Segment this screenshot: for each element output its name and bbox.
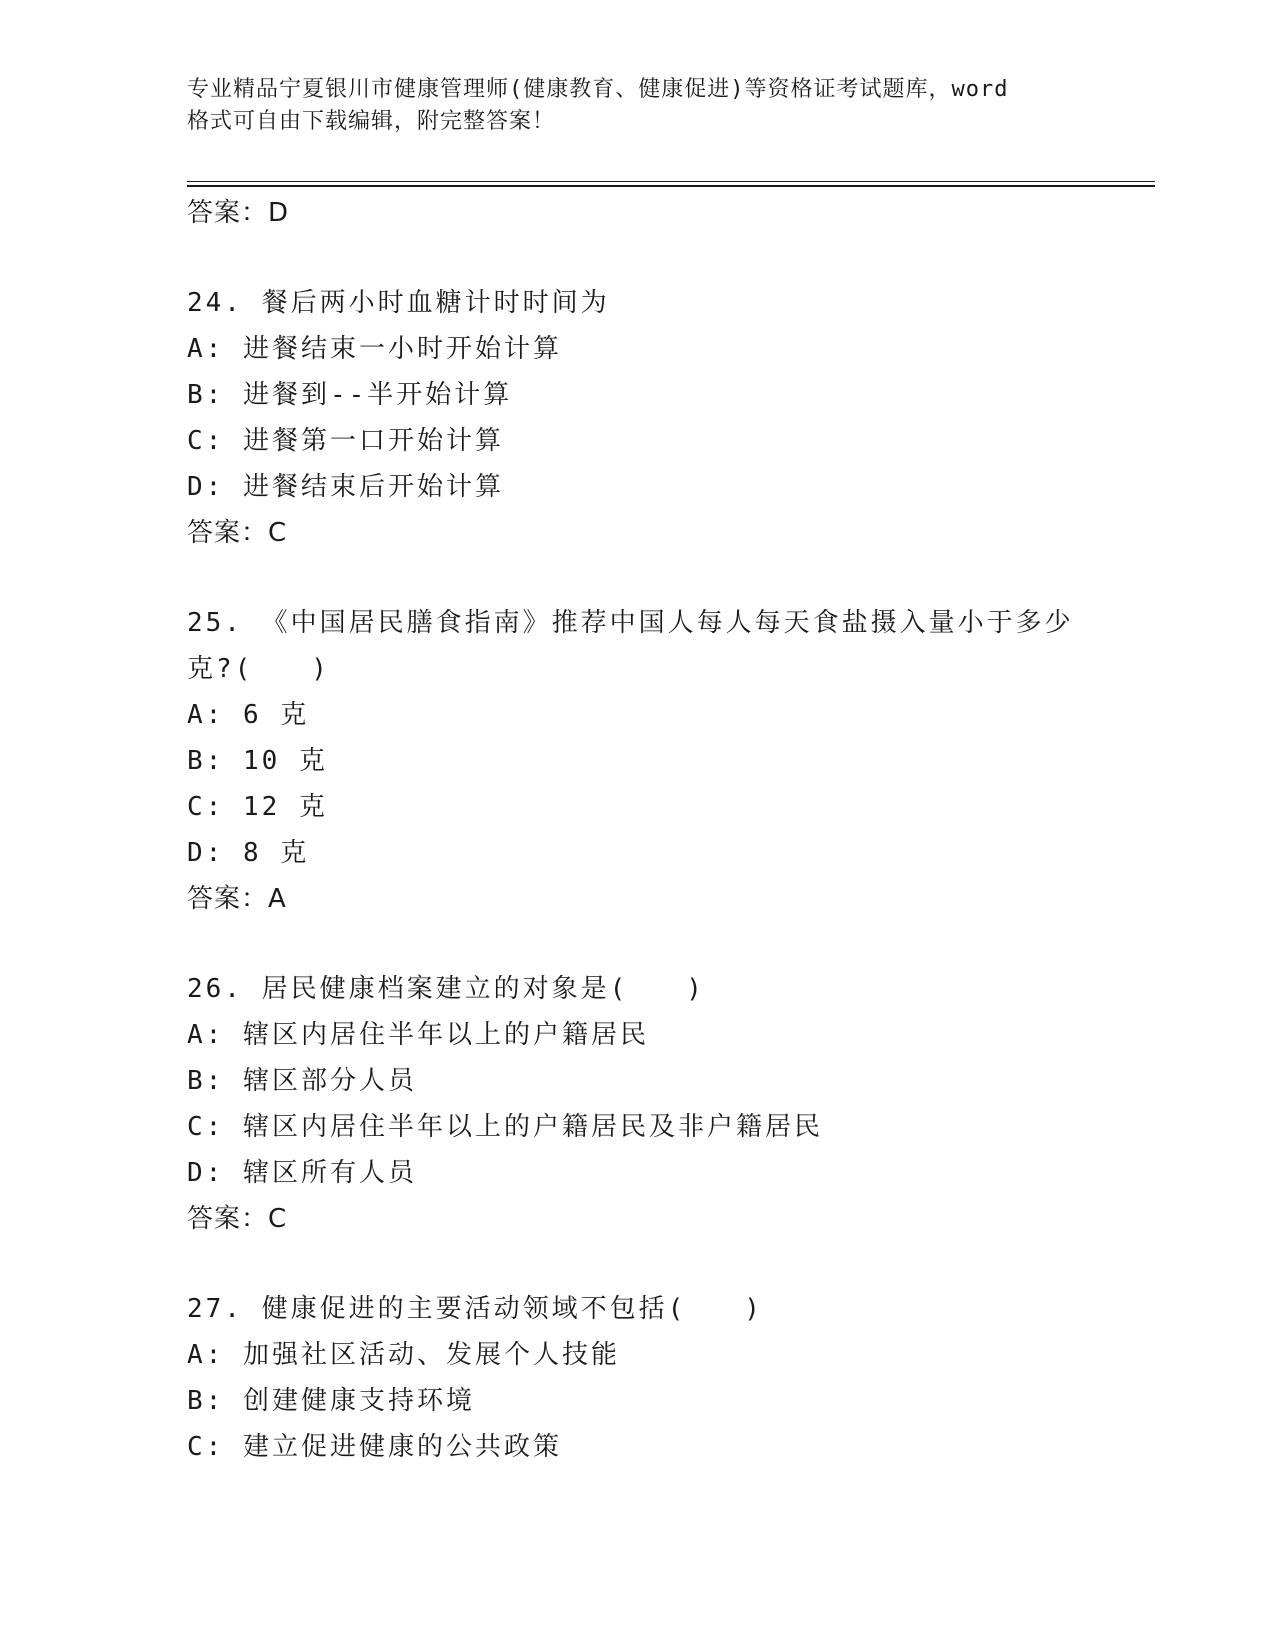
option-a: A: 加强社区活动、发展个人技能 — [187, 1340, 620, 1370]
question-24 — [187, 280, 1087, 556]
option-b: B: 创建健康支持环境 — [187, 1386, 475, 1416]
header-divider-thin — [187, 181, 1155, 182]
header-line-2: 格式可自由下载编辑，附完整答案！ — [187, 109, 556, 134]
previous-answer: 答案：D — [187, 198, 290, 228]
answer: 答案：C — [187, 518, 288, 548]
option-d: D: 进餐结束后开始计算 — [187, 472, 504, 502]
option-c: C: 辖区内居住半年以上的户籍居民及非户籍居民 — [187, 1112, 823, 1142]
option-c: C: 建立促进健康的公共政策 — [187, 1432, 562, 1462]
option-c: C: 12 克 — [187, 792, 328, 822]
question-stem: 26. 居民健康档案建立的对象是( ) — [187, 974, 705, 1004]
option-a: A: 6 克 — [187, 700, 310, 730]
option-b: B: 10 克 — [187, 746, 328, 776]
option-c: C: 进餐第一口开始计算 — [187, 426, 504, 456]
option-d: D: 辖区所有人员 — [187, 1158, 417, 1188]
question-stem-continued: 克?( ) — [187, 654, 330, 684]
option-b: B: 辖区部分人员 — [187, 1066, 417, 1096]
option-a: A: 辖区内居住半年以上的户籍居民 — [187, 1020, 649, 1050]
option-d: D: 8 克 — [187, 838, 310, 868]
document-header — [187, 74, 1067, 138]
question-26 — [187, 966, 1087, 1242]
question-25 — [187, 600, 1087, 922]
question-stem: 27. 健康促进的主要活动领域不包括( ) — [187, 1294, 763, 1324]
option-a: A: 进餐结束一小时开始计算 — [187, 334, 562, 364]
question-list — [187, 190, 1087, 1470]
header-divider-thick — [187, 185, 1155, 187]
question-27 — [187, 1286, 1087, 1470]
header-line-1: 专业精品宁夏银川市健康管理师(健康教育、健康促进)等资格证考试题库，word — [187, 77, 1009, 102]
answer: 答案：C — [187, 1204, 288, 1234]
option-b: B: 进餐到--半开始计算 — [187, 380, 513, 410]
question-stem: 24. 餐后两小时血糖计时时间为 — [187, 288, 610, 318]
answer: 答案：A — [187, 884, 287, 914]
question-stem: 25. 《中国居民膳食指南》推荐中国人每人每天食盐摄入量小于多少 — [187, 608, 1074, 638]
